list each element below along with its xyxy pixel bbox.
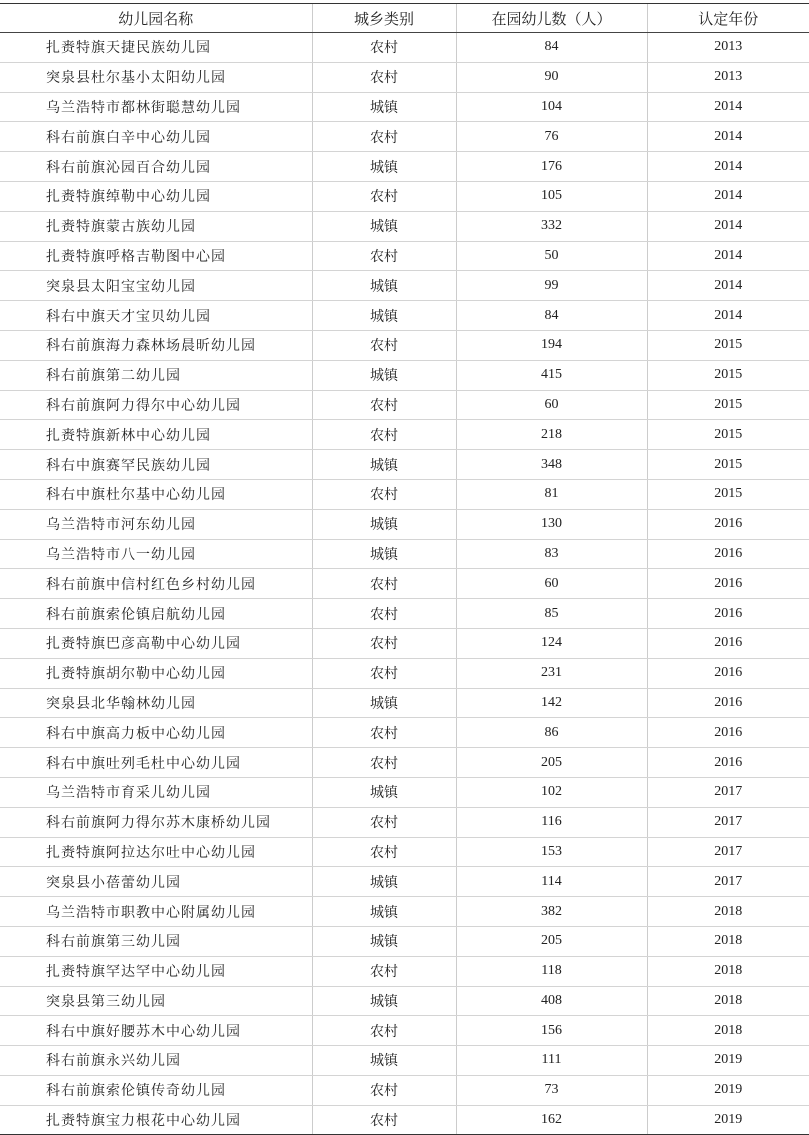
enrollment-count-cell: 60 <box>456 390 647 420</box>
kindergarten-name-cell: 突泉县太阳宝宝幼儿园 <box>0 271 312 301</box>
certification-year-cell: 2015 <box>647 360 809 390</box>
table-row <box>0 420 809 450</box>
certification-year-cell: 2015 <box>647 479 809 509</box>
kindergarten-table <box>0 3 809 1135</box>
enrollment-count-cell: 194 <box>456 330 647 360</box>
certification-year-cell: 2014 <box>647 92 809 122</box>
enrollment-count-cell: 50 <box>456 241 647 271</box>
table-row <box>0 450 809 480</box>
enrollment-count-cell: 124 <box>456 628 647 658</box>
kindergarten-name-cell: 扎赉特旗宝力根花中心幼儿园 <box>0 1105 312 1135</box>
certification-year-cell: 2019 <box>647 1046 809 1076</box>
header-certification-year: 认定年份 <box>647 4 809 33</box>
table-row <box>0 390 809 420</box>
table-row <box>0 241 809 271</box>
table-row <box>0 360 809 390</box>
table-row <box>0 152 809 182</box>
certification-year-cell: 2017 <box>647 807 809 837</box>
enrollment-count-cell: 408 <box>456 986 647 1016</box>
urban-rural-type-cell: 农村 <box>312 658 456 688</box>
enrollment-count-cell: 162 <box>456 1105 647 1135</box>
certification-year-cell: 2014 <box>647 301 809 331</box>
kindergarten-name-cell: 扎赉特旗绰勒中心幼儿园 <box>0 181 312 211</box>
header-enrollment-count: 在园幼儿数（人） <box>456 4 647 33</box>
table-body <box>0 33 809 1135</box>
enrollment-count-cell: 83 <box>456 539 647 569</box>
table-row <box>0 479 809 509</box>
table-row <box>0 211 809 241</box>
enrollment-count-cell: 156 <box>456 1016 647 1046</box>
kindergarten-name-cell: 科右前旗索伦镇启航幼儿园 <box>0 599 312 629</box>
urban-rural-type-cell: 农村 <box>312 330 456 360</box>
kindergarten-name-cell: 科右前旗第二幼儿园 <box>0 360 312 390</box>
certification-year-cell: 2018 <box>647 897 809 927</box>
urban-rural-type-cell: 农村 <box>312 1105 456 1135</box>
urban-rural-type-cell: 城镇 <box>312 926 456 956</box>
enrollment-count-cell: 76 <box>456 122 647 152</box>
certification-year-cell: 2016 <box>647 658 809 688</box>
kindergarten-name-cell: 科右前旗阿力得尔苏木康桥幼儿园 <box>0 807 312 837</box>
kindergarten-name-cell: 乌兰浩特市八一幼儿园 <box>0 539 312 569</box>
kindergarten-name-cell: 科右中旗好腰苏木中心幼儿园 <box>0 1016 312 1046</box>
urban-rural-type-cell: 城镇 <box>312 211 456 241</box>
certification-year-cell: 2016 <box>647 628 809 658</box>
certification-year-cell: 2015 <box>647 420 809 450</box>
urban-rural-type-cell: 城镇 <box>312 360 456 390</box>
enrollment-count-cell: 218 <box>456 420 647 450</box>
certification-year-cell: 2016 <box>647 718 809 748</box>
urban-rural-type-cell: 农村 <box>312 390 456 420</box>
certification-year-cell: 2017 <box>647 867 809 897</box>
table-row <box>0 301 809 331</box>
enrollment-count-cell: 90 <box>456 62 647 92</box>
kindergarten-name-cell: 乌兰浩特市都林街聪慧幼儿园 <box>0 92 312 122</box>
kindergarten-name-cell: 科右前旗第三幼儿园 <box>0 926 312 956</box>
table-row <box>0 777 809 807</box>
urban-rural-type-cell: 城镇 <box>312 271 456 301</box>
urban-rural-type-cell: 农村 <box>312 1016 456 1046</box>
enrollment-count-cell: 348 <box>456 450 647 480</box>
enrollment-count-cell: 142 <box>456 688 647 718</box>
urban-rural-type-cell: 城镇 <box>312 688 456 718</box>
kindergarten-name-cell: 科右中旗杜尔基中心幼儿园 <box>0 479 312 509</box>
table-row <box>0 956 809 986</box>
table-row <box>0 867 809 897</box>
enrollment-count-cell: 60 <box>456 569 647 599</box>
table-row <box>0 1046 809 1076</box>
certification-year-cell: 2016 <box>647 748 809 778</box>
enrollment-count-cell: 84 <box>456 33 647 63</box>
urban-rural-type-cell: 城镇 <box>312 301 456 331</box>
table-row <box>0 271 809 301</box>
table-row <box>0 62 809 92</box>
table-row <box>0 330 809 360</box>
enrollment-count-cell: 116 <box>456 807 647 837</box>
enrollment-count-cell: 118 <box>456 956 647 986</box>
urban-rural-type-cell: 城镇 <box>312 152 456 182</box>
enrollment-count-cell: 85 <box>456 599 647 629</box>
table-row <box>0 122 809 152</box>
kindergarten-name-cell: 科右中旗赛罕民族幼儿园 <box>0 450 312 480</box>
urban-rural-type-cell: 农村 <box>312 420 456 450</box>
header-kindergarten-name: 幼儿园名称 <box>0 4 312 33</box>
table-row <box>0 33 809 63</box>
kindergarten-name-cell: 扎赉特旗蒙古族幼儿园 <box>0 211 312 241</box>
certification-year-cell: 2015 <box>647 450 809 480</box>
kindergarten-name-cell: 科右前旗沁园百合幼儿园 <box>0 152 312 182</box>
urban-rural-type-cell: 城镇 <box>312 777 456 807</box>
enrollment-count-cell: 153 <box>456 837 647 867</box>
certification-year-cell: 2013 <box>647 62 809 92</box>
urban-rural-type-cell: 农村 <box>312 956 456 986</box>
kindergarten-name-cell: 科右前旗阿力得尔中心幼儿园 <box>0 390 312 420</box>
enrollment-count-cell: 73 <box>456 1075 647 1105</box>
table-row <box>0 539 809 569</box>
header-urban-rural-type: 城乡类别 <box>312 4 456 33</box>
enrollment-count-cell: 415 <box>456 360 647 390</box>
enrollment-count-cell: 114 <box>456 867 647 897</box>
urban-rural-type-cell: 农村 <box>312 181 456 211</box>
enrollment-count-cell: 102 <box>456 777 647 807</box>
certification-year-cell: 2016 <box>647 539 809 569</box>
enrollment-count-cell: 104 <box>456 92 647 122</box>
kindergarten-name-cell: 扎赉特旗呼格吉勒图中心园 <box>0 241 312 271</box>
table-row <box>0 926 809 956</box>
table-row <box>0 509 809 539</box>
table-row <box>0 599 809 629</box>
enrollment-count-cell: 176 <box>456 152 647 182</box>
urban-rural-type-cell: 农村 <box>312 599 456 629</box>
table-row <box>0 897 809 927</box>
enrollment-count-cell: 332 <box>456 211 647 241</box>
certification-year-cell: 2018 <box>647 926 809 956</box>
table-row <box>0 569 809 599</box>
certification-year-cell: 2016 <box>647 688 809 718</box>
certification-year-cell: 2019 <box>647 1075 809 1105</box>
table-row <box>0 181 809 211</box>
kindergarten-name-cell: 乌兰浩特市育采儿幼儿园 <box>0 777 312 807</box>
certification-year-cell: 2014 <box>647 152 809 182</box>
table-row <box>0 718 809 748</box>
table-row <box>0 748 809 778</box>
urban-rural-type-cell: 城镇 <box>312 450 456 480</box>
certification-year-cell: 2017 <box>647 837 809 867</box>
certification-year-cell: 2016 <box>647 599 809 629</box>
table-row <box>0 658 809 688</box>
enrollment-count-cell: 86 <box>456 718 647 748</box>
urban-rural-type-cell: 农村 <box>312 33 456 63</box>
table-row <box>0 837 809 867</box>
urban-rural-type-cell: 农村 <box>312 718 456 748</box>
enrollment-count-cell: 99 <box>456 271 647 301</box>
urban-rural-type-cell: 农村 <box>312 1075 456 1105</box>
kindergarten-name-cell: 科右前旗中信村红色乡村幼儿园 <box>0 569 312 599</box>
table-header <box>0 4 809 33</box>
urban-rural-type-cell: 农村 <box>312 62 456 92</box>
urban-rural-type-cell: 城镇 <box>312 92 456 122</box>
enrollment-count-cell: 382 <box>456 897 647 927</box>
urban-rural-type-cell: 农村 <box>312 837 456 867</box>
table-row <box>0 1016 809 1046</box>
table-row <box>0 628 809 658</box>
kindergarten-name-cell: 突泉县杜尔基小太阳幼儿园 <box>0 62 312 92</box>
urban-rural-type-cell: 农村 <box>312 122 456 152</box>
table-row <box>0 807 809 837</box>
enrollment-count-cell: 84 <box>456 301 647 331</box>
kindergarten-name-cell: 科右中旗天才宝贝幼儿园 <box>0 301 312 331</box>
certification-year-cell: 2015 <box>647 390 809 420</box>
enrollment-count-cell: 205 <box>456 926 647 956</box>
kindergarten-name-cell: 乌兰浩特市河东幼儿园 <box>0 509 312 539</box>
urban-rural-type-cell: 农村 <box>312 479 456 509</box>
certification-year-cell: 2014 <box>647 241 809 271</box>
urban-rural-type-cell: 城镇 <box>312 1046 456 1076</box>
kindergarten-name-cell: 突泉县北华翰林幼儿园 <box>0 688 312 718</box>
certification-year-cell: 2014 <box>647 211 809 241</box>
urban-rural-type-cell: 农村 <box>312 241 456 271</box>
certification-year-cell: 2016 <box>647 569 809 599</box>
header-row <box>0 4 809 33</box>
enrollment-count-cell: 105 <box>456 181 647 211</box>
enrollment-count-cell: 130 <box>456 509 647 539</box>
kindergarten-name-cell: 扎赉特旗胡尔勒中心幼儿园 <box>0 658 312 688</box>
kindergarten-name-cell: 科右前旗海力森林场晨昕幼儿园 <box>0 330 312 360</box>
table-row <box>0 92 809 122</box>
certification-year-cell: 2018 <box>647 1016 809 1046</box>
urban-rural-type-cell: 农村 <box>312 748 456 778</box>
kindergarten-name-cell: 扎赉特旗罕达罕中心幼儿园 <box>0 956 312 986</box>
urban-rural-type-cell: 城镇 <box>312 986 456 1016</box>
kindergarten-name-cell: 乌兰浩特市职教中心附属幼儿园 <box>0 897 312 927</box>
kindergarten-name-cell: 科右前旗永兴幼儿园 <box>0 1046 312 1076</box>
certification-year-cell: 2016 <box>647 509 809 539</box>
table-row <box>0 986 809 1016</box>
table-row <box>0 1075 809 1105</box>
kindergarten-name-cell: 扎赉特旗新林中心幼儿园 <box>0 420 312 450</box>
certification-year-cell: 2015 <box>647 330 809 360</box>
certification-year-cell: 2019 <box>647 1105 809 1135</box>
table-row <box>0 688 809 718</box>
kindergarten-name-cell: 扎赉特旗巴彦高勒中心幼儿园 <box>0 628 312 658</box>
kindergarten-name-cell: 突泉县小蓓蕾幼儿园 <box>0 867 312 897</box>
kindergarten-name-cell: 科右中旗吐列毛杜中心幼儿园 <box>0 748 312 778</box>
kindergarten-name-cell: 科右前旗白辛中心幼儿园 <box>0 122 312 152</box>
certification-year-cell: 2013 <box>647 33 809 63</box>
certification-year-cell: 2018 <box>647 986 809 1016</box>
urban-rural-type-cell: 农村 <box>312 628 456 658</box>
urban-rural-type-cell: 城镇 <box>312 867 456 897</box>
enrollment-count-cell: 111 <box>456 1046 647 1076</box>
certification-year-cell: 2017 <box>647 777 809 807</box>
urban-rural-type-cell: 城镇 <box>312 539 456 569</box>
certification-year-cell: 2018 <box>647 956 809 986</box>
enrollment-count-cell: 81 <box>456 479 647 509</box>
certification-year-cell: 2014 <box>647 181 809 211</box>
certification-year-cell: 2014 <box>647 122 809 152</box>
urban-rural-type-cell: 农村 <box>312 807 456 837</box>
kindergarten-name-cell: 突泉县第三幼儿园 <box>0 986 312 1016</box>
kindergarten-name-cell: 科右中旗高力板中心幼儿园 <box>0 718 312 748</box>
urban-rural-type-cell: 农村 <box>312 569 456 599</box>
table-row <box>0 1105 809 1135</box>
kindergarten-name-cell: 科右前旗索伦镇传奇幼儿园 <box>0 1075 312 1105</box>
urban-rural-type-cell: 城镇 <box>312 509 456 539</box>
urban-rural-type-cell: 城镇 <box>312 897 456 927</box>
certification-year-cell: 2014 <box>647 271 809 301</box>
enrollment-count-cell: 205 <box>456 748 647 778</box>
enrollment-count-cell: 231 <box>456 658 647 688</box>
kindergarten-name-cell: 扎赉特旗阿拉达尔吐中心幼儿园 <box>0 837 312 867</box>
kindergarten-name-cell: 扎赉特旗天捷民族幼儿园 <box>0 33 312 63</box>
